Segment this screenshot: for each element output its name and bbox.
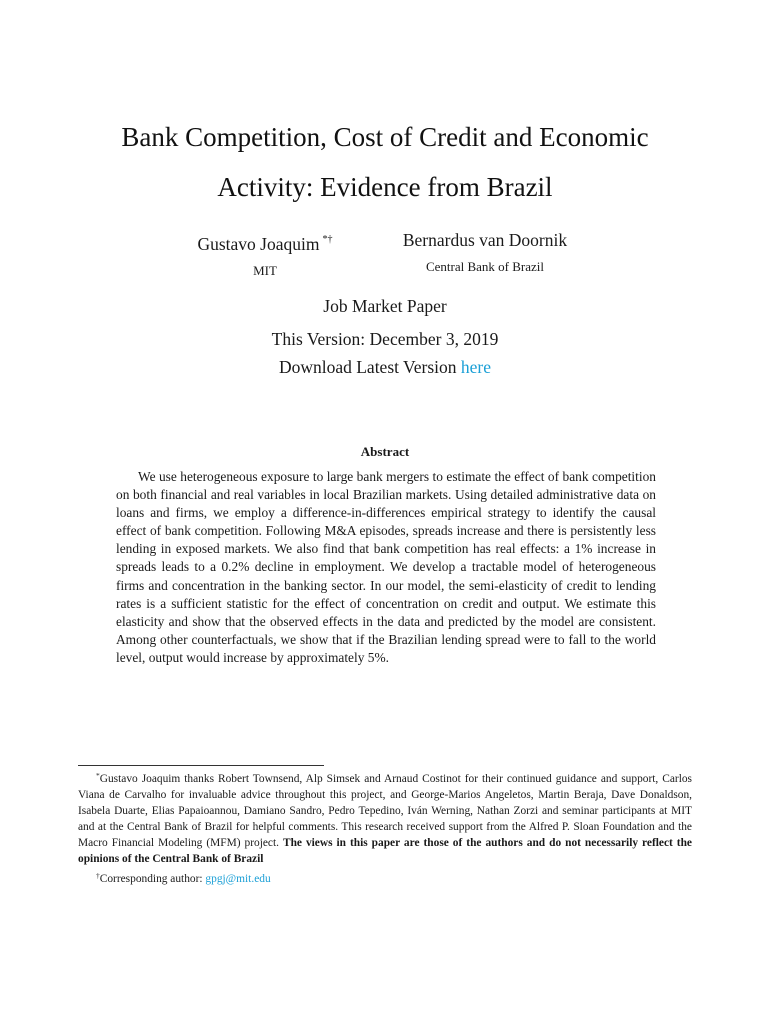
footnote-1-disclaimer: The views in this paper are those of the authors and do not necessarily reflect the opinions of the Central Bank of Brazil: [78, 837, 692, 866]
version-date: This Version: December 3, 2019: [271, 329, 499, 349]
footnotes: [78, 768, 692, 887]
download-prefix: Download Latest Version: [278, 357, 461, 377]
download-line: [0, 355, 770, 379]
footnote-1: [78, 768, 692, 868]
paper-title: [60, 112, 710, 212]
paper-type: Job Market Paper: [323, 296, 447, 316]
abstract-text: We use heterogeneous exposure to large bank mergers to estimate the effect of bank competition on both financial and real variables in local Brazilian markets. Using detailed administrative data on loans and firms, we employ a difference-in-differences empirical strategy to identify the causal effect of bank competition. Following M&A episodes, spreads increase and there is persistently less lending in exposed markets. We also find that bank competition has real effects: a 1% increase in spreads leads to a 0.2% decline in employment. We develop a tractable model of heterogeneous firms and concentration in the banking sector. In our model, the semi-elasticity of credit to lending rates is a sufficient statistic for the effect of concentration on credit and output. We estimate this elasticity and show that the observed effects in the data and predicted by the model are consistent. Among other counterfactuals, we show that if the Brazilian lending spread were to fall to the world level, output would increase by approximately 5%.: [116, 469, 656, 665]
paper-title-line-2: Activity: Evidence from Brazil: [217, 172, 553, 202]
author-2-name: Bernardus van Doornik: [402, 230, 568, 250]
paper-title-line-1: Bank Competition, Cost of Credit and Economic: [121, 122, 649, 152]
abstract-heading: Abstract: [360, 444, 410, 459]
footnote-2-mark: †: [96, 870, 100, 880]
footnote-2-prefix: Corresponding author:: [99, 872, 206, 885]
footnote-1-mark: *: [96, 771, 100, 780]
author-block: [0, 228, 770, 278]
footnote-2: [78, 868, 692, 887]
corresponding-email-link[interactable]: gpgj@mit.edu: [205, 872, 271, 885]
author-1-affiliation: MIT: [253, 263, 277, 278]
author-1-footnote-marks[interactable]: *†: [322, 234, 333, 245]
author-1: [170, 228, 360, 280]
download-link[interactable]: here: [460, 357, 492, 377]
author-1-name: Gustavo Joaquim: [197, 234, 320, 254]
author-2-affiliation: Central Bank of Brazil: [425, 259, 545, 274]
author-2: [360, 228, 610, 276]
footnote-1-text: Gustavo Joaquim thanks Robert Townsend, Alp Simsek and Arnaud Costinot for their continued guidance and support, Carlos Viana de Carvalho for invaluable advice throughout this project, and George-Marios Angeletos, Martin Beraja, Dave Donaldson, Isabela Duarte, Elias Papaioannou, Damiano Sandro, Pedro Tepedino, Iván Werning, Nathan Zorzi and seminar participants at MIT and at the Central Bank of Brazil for helpful comments. This research received support from the Alfred P. Sloan Foundation and the Macro Financial Modeling (MFM) project.: [78, 773, 692, 850]
footnote-rule: [78, 765, 324, 766]
